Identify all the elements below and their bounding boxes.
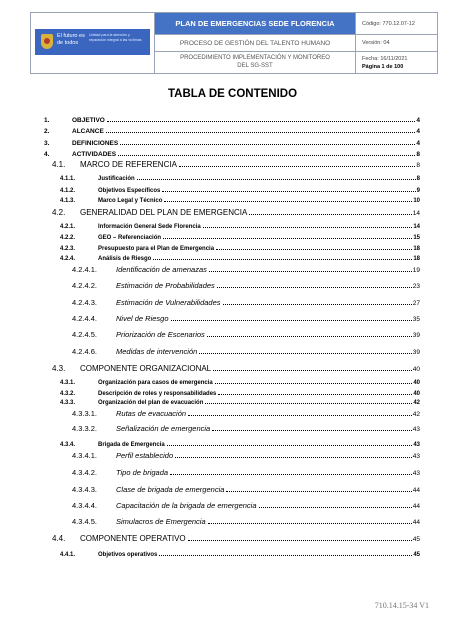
toc-entry[interactable]: 4.2.2. GEO – Referenciación 15 bbox=[60, 235, 420, 241]
footer-form-code: 710.14.15-34 V1 bbox=[374, 601, 429, 610]
toc-entry[interactable]: 4.3.2. Descripción de roles y responsabilidades 40 bbox=[60, 391, 420, 397]
toc-entry[interactable]: 4.1.3. Marco Legal y Técnico 10 bbox=[60, 198, 420, 204]
toc-entry[interactable]: 4.2.4.6. Medidas de intervención 39 bbox=[72, 347, 420, 356]
document-code: Código: 770.12.07-12 bbox=[355, 13, 437, 35]
toc-entry[interactable]: 4.1.1. Justificación 8 bbox=[60, 176, 420, 182]
toc-entry[interactable]: 4.3.4.2. Tipo de brigada 43 bbox=[72, 468, 420, 477]
toc-entry[interactable]: 4.4.1. Objetivos operativos 45 bbox=[60, 552, 420, 558]
toc-entry[interactable]: 4.2.4.2. Estimación de Probabilidades 23 bbox=[72, 281, 420, 290]
logo-slogan: El futuro es de todos bbox=[57, 33, 85, 46]
toc-entry[interactable]: 3. DEFINICIONES 4 bbox=[44, 140, 420, 147]
toc-entry[interactable]: 4.2.4.1. Identificación de amenazas 19 bbox=[72, 265, 420, 274]
toc-entry[interactable]: 4.2.3. Presupuesto para el Plan de Emergencia 18 bbox=[60, 246, 420, 252]
document-header bbox=[30, 12, 438, 74]
procedure-name: PROCEDIMIENTO IMPLEMENTACIÓN Y MONITOREO DEL SG-SST bbox=[180, 55, 330, 69]
document-date: Fecha: 16/11/2021 bbox=[362, 56, 408, 62]
toc-entry[interactable]: 1. OBJETIVO 4 bbox=[44, 117, 420, 124]
document-date-page bbox=[355, 52, 437, 73]
toc-title: TABLA DE CONTENIDO bbox=[167, 88, 298, 100]
toc-entry[interactable]: 4.2.4.3. Estimación de Vulnerabilidades 27 bbox=[72, 298, 420, 307]
toc-entry[interactable]: 4.2.4.4. Nivel de Riesgo 35 bbox=[72, 314, 420, 323]
toc-entry[interactable]: 4.1.2. Objetivos Específicos 9 bbox=[60, 188, 420, 194]
toc-entry[interactable]: 4.3. COMPONENTE ORGANIZACIONAL 40 bbox=[52, 364, 420, 373]
toc-entry[interactable]: 4.2.1. Información General Sede Florencia 14 bbox=[60, 224, 420, 230]
process-name: PROCESO DE GESTIÓN DEL TALENTO HUMANO bbox=[155, 35, 355, 52]
institution-logo bbox=[35, 29, 150, 55]
toc-entry[interactable]: 4.1. MARCO DE REFERENCIA 8 bbox=[52, 160, 420, 169]
toc-entry[interactable]: 4.2. GENERALIDAD DEL PLAN DE EMERGENCIA 14 bbox=[52, 208, 420, 217]
toc-entry[interactable]: 4.3.1. Organización para casos de emergencia 40 bbox=[60, 380, 420, 386]
document-title: PLAN DE EMERGENCIAS SEDE FLORENCIA bbox=[155, 13, 355, 35]
toc-entry[interactable]: 4.3.4.5. Simulacros de Emergencia 44 bbox=[72, 517, 420, 526]
toc-entry[interactable]: 4.3.3.2. Señalización de emergencia 43 bbox=[72, 424, 420, 433]
toc-entry[interactable]: 4.3.4. Brigada de Emergencia 43 bbox=[60, 442, 420, 448]
coat-of-arms-icon bbox=[41, 34, 53, 49]
toc-entry[interactable]: 4.3.4.1. Perfil establecido 43 bbox=[72, 451, 420, 460]
toc-entry[interactable]: 4.2.4. Análisis de Riesgo 18 bbox=[60, 256, 420, 262]
toc-entry[interactable]: 4.3.4.4. Capacitación de la brigada de emergencia 44 bbox=[72, 501, 420, 510]
toc-entry[interactable]: 4.4. COMPONENTE OPERATIVO 45 bbox=[52, 534, 420, 543]
page-indicator: Página 1 de 100 bbox=[362, 64, 404, 70]
logo-institution-name: Unidad para la atención y reparación integral a las víctimas bbox=[89, 33, 142, 42]
toc-entry[interactable]: 4. ACTIVIDADES 8 bbox=[44, 151, 420, 158]
logo-cell bbox=[31, 13, 155, 73]
toc-entry[interactable]: 4.3.3.1. Rutas de evacuación 42 bbox=[72, 409, 420, 418]
document-version: Versión: 04 bbox=[355, 35, 437, 52]
toc-entry[interactable]: 2. ALCANCE 4 bbox=[44, 128, 420, 135]
toc-entry[interactable]: 4.3.3. Organización del plan de evacuación 42 bbox=[60, 400, 420, 406]
toc-entry[interactable]: 4.3.4.3. Clase de brigada de emergencia 44 bbox=[72, 485, 420, 494]
toc-entry[interactable]: 4.2.4.5. Priorización de Escenarios 39 bbox=[72, 330, 420, 339]
